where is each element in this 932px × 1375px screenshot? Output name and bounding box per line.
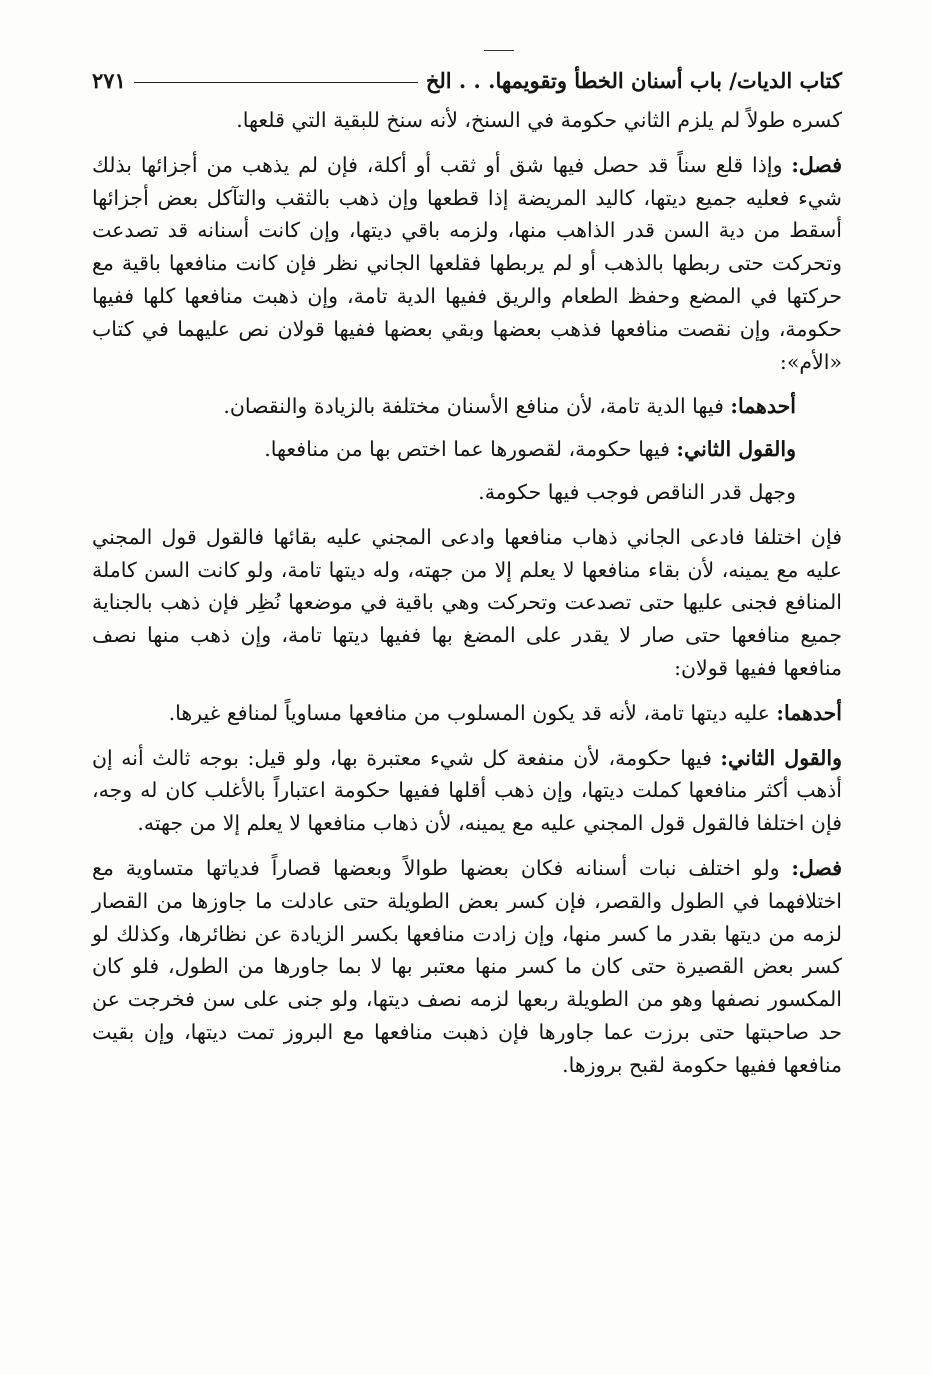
paragraph-text: وجهل قدر الناقص فوجب فيها حكومة. <box>478 479 796 504</box>
paragraph-text: فإن اختلفا فادعى الجاني ذهاب منافعها وادعى المجني عليه بقائها فالقول قول المجني عليه مع يمينه، لأن بقاء منافعها لا يعلم إلا من جهته، وله ديتها تامة، ولو كانت السن كاملة المنافع فجنى عليها حتى تصدعت وتحركت وهي باقية في موضعها نُظِر فإن ذهب بالجناية جميع منافعها حتى صار لا يقدر على المضغ بها ففيها ديتها تامة، وإن ذهب منها نصف منافعها ففيها قولان: <box>92 524 842 680</box>
paragraph-text: عليه ديتها تامة، لأنه قد يكون المسلوب من منافعها مساوياً لمنافع غيرها. <box>168 700 777 725</box>
paragraph-label: فصل: <box>791 152 842 177</box>
top-mark <box>484 50 514 51</box>
paragraph-label: والقول الثاني: <box>720 745 842 770</box>
paragraph-label: أحدهما: <box>730 394 796 419</box>
paragraph-label: فصل: <box>791 855 842 880</box>
running-title: كتاب الديات/ باب أسنان الخطأ وتقويمها. . . الخ <box>425 67 842 93</box>
paragraph-text: وإذا قلع سناً قد حصل فيها شق أو ثقب أو أكلة، فإن لم يذهب من أجزائها بذلك شيء فعليه جميع ديتها، كاليد المريضة إذا قطعها وإن ذهب بالثقب والتآكل بعض أجزائها أسقط من دية السن قدر الذاهب منها، ولزمه باقي ديتها، وإن كانت أسنانه قد تصدعت وتحركت حتى ربطها بالذهب أو لم يربطها فقلعها الجاني نظر فإن كانت منافعها باقية مع حركتها في المضع وحفظ الطعام والريق ففيها الدية تامة، وإن ذهبت منافعها كلها ففيها حكومة، وإن نقصت منافعها فذهب بعضها وبقي بعضها ففيها قولان نص عليهما في كتاب «الأم»: <box>92 152 842 374</box>
paragraph-text: كسره طولاً لم يلزم الثاني حكومة في السنخ، لأنه سنخ للبقية التي قلعها. <box>236 108 842 132</box>
paragraph <box>92 149 842 379</box>
header-rule <box>134 82 418 83</box>
page-number: ٢٧١ <box>92 67 126 93</box>
paragraph <box>92 521 842 685</box>
paragraph <box>92 697 842 730</box>
paragraph-text: فيها حكومة، لأن منفعة كل شيء معتبرة بها، ولو قيل: بوجه ثالث أنه إن أذهب أكثر منافعها كملت ديتها، وإن ذهب أقلها ففيها حكومة اعتباراً بالأغلب كان له وجه، فإن اختلفا فالقول قول المجني عليه مع يمينه، لأن ذهاب منافعها لا يعلم إلا من جهته. <box>92 745 842 836</box>
paragraph-label: أحدهما: <box>776 700 842 725</box>
paragraph <box>92 742 842 840</box>
paragraph <box>92 104 842 137</box>
paragraph <box>92 476 842 509</box>
paragraph <box>92 852 842 1082</box>
paragraph <box>92 433 842 466</box>
paragraph <box>92 390 842 423</box>
running-header <box>92 60 842 100</box>
paragraph-text: فيها الدية تامة، لأن منافع الأسنان مختلفة بالزيادة والنقصان. <box>223 394 731 419</box>
paragraph-label: والقول الثاني: <box>676 437 796 462</box>
paragraph-text: فيها حكومة، لقصورها عما اختص بها من منافعها. <box>264 437 677 462</box>
paragraph-text: ولو اختلف نبات أسنانه فكان بعضها طوالاً وبعضها قصاراً فدياتها متساوية مع اختلافهما في الطول والقصر، فإن كسر بعض الطويلة حتى عادلت ما جاوزها من القصار لزمه من ديتها بقدر ما كسر منها، وإن زادت منافعها بكسر الزيادة عن نظائرها، وكذلك لو كسر بعض القصيرة حتى كان ما كسر منها معتبر بها لا بما جاورها من الطول، فلو كان المكسور نصفها وهو من الطويلة ربعها لزمه نصف ديتها، ولو جنى على سن فخرجت عن حد صاحبتها حتى برزت عما جاورها فإن ذهبت منافعها مع البروز تمت ديتها، وإن بقيت منافعها ففيها حكومة لقبح بروزها. <box>92 855 842 1077</box>
page-body <box>92 104 842 1094</box>
